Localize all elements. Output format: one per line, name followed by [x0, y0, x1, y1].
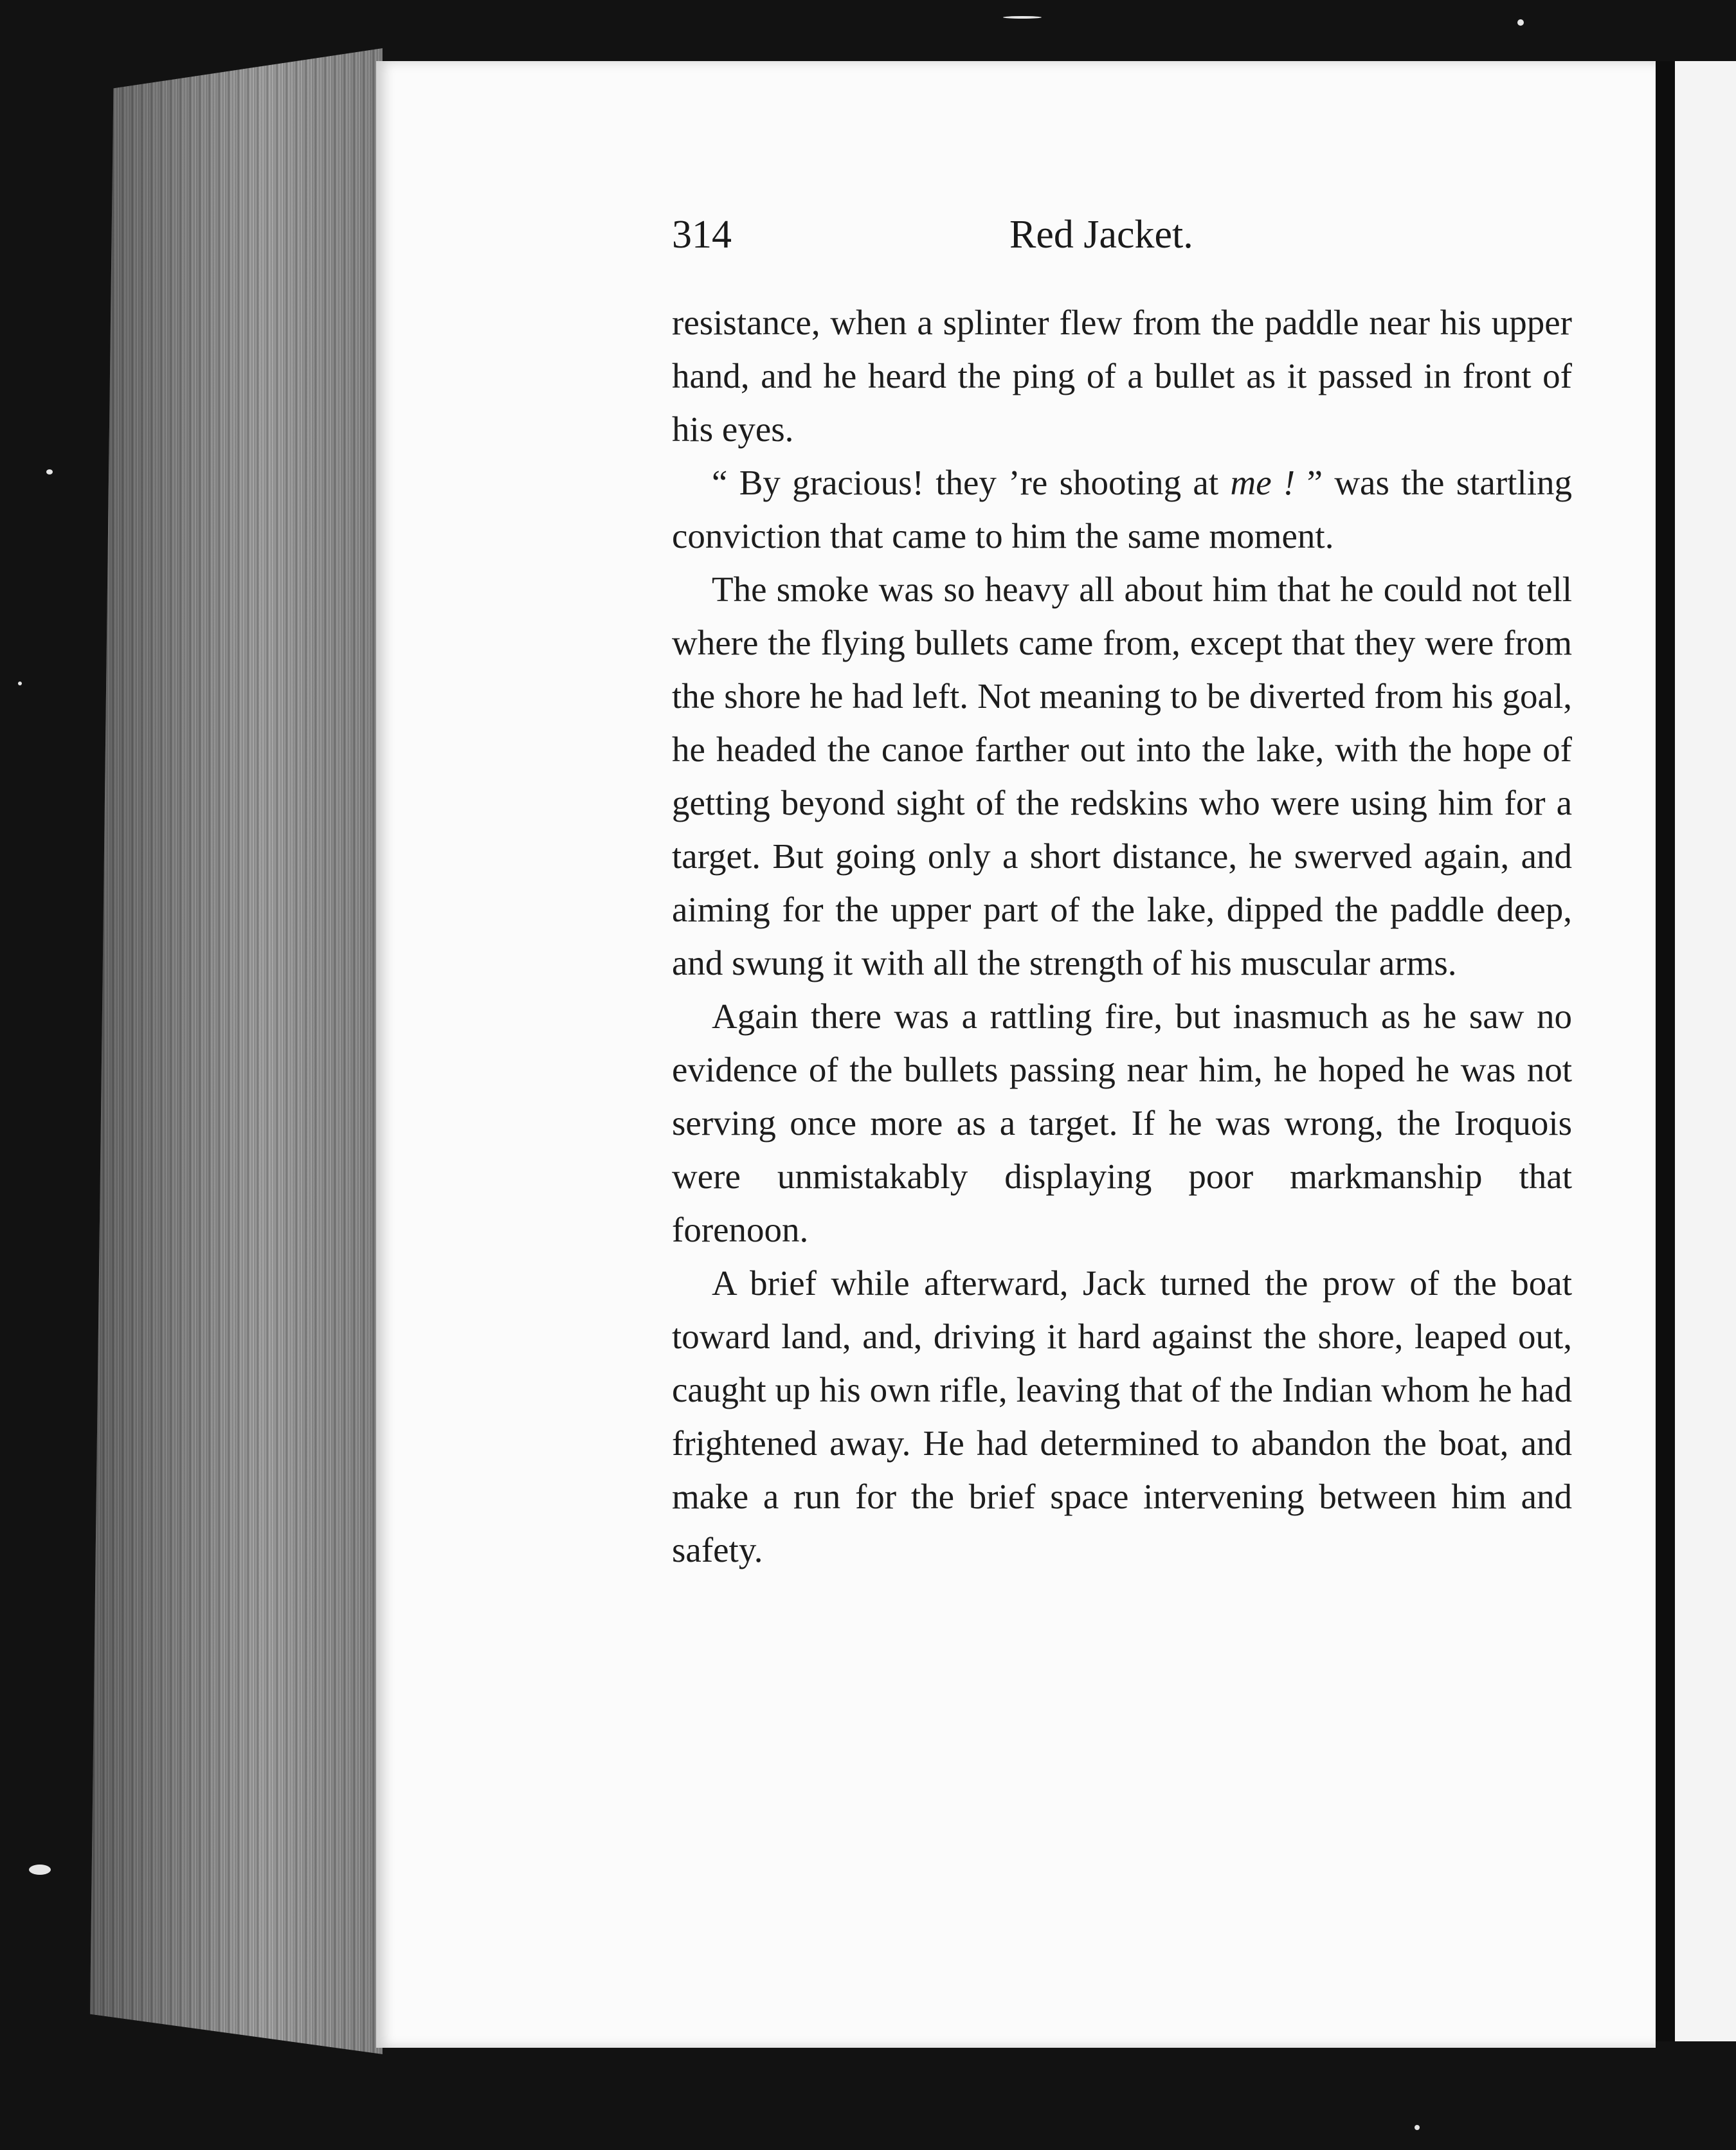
running-title: Red Jacket.: [1009, 213, 1193, 257]
book-gutter: [1656, 61, 1675, 2041]
paragraph-4-text: Again there was a rattling fire, but inasmuch as he saw no evidence of the bullets passing near him, he hoped he was not serving once more as a target. If he was wrong, the Iroquois were unmistakably displaying poor markmanship that forenoon.: [672, 997, 1572, 1249]
paragraph-3-text: The smoke was so heavy all about him that he could not tell where the flying bullets came from, except that they were from the shore he had left. Not meaning to be diverted from his goal, he headed the canoe farther out into the lake, with the hope of getting beyond sight of the redskins who were using him for a target. But going only a short distance, he swerved again, and aiming for the upper part of the lake, dipped the paddle deep, and swung it with all the strength of his muscular arms.: [672, 570, 1572, 982]
paragraph-5-text: A brief while afterward, Jack turned the prow of the boat toward land, and, driving it hard against the shore, leaped out, caught up his own rifle, leaving that of the Indian whom he had frightened away. He had determined to abandon the boat, and make a run for the brief space intervening between him and safety.: [672, 1263, 1572, 1569]
paragraph-4: [672, 989, 1572, 1256]
paragraph-5: [672, 1256, 1572, 1576]
paragraph-2: [672, 456, 1572, 563]
body-text: [672, 296, 1572, 1576]
paragraph-2-text-a: “ By gracious! they ’re shooting at: [712, 463, 1231, 502]
paragraph-1: [672, 296, 1572, 456]
page-header: [672, 212, 1572, 270]
paragraph-3: [672, 563, 1572, 989]
book-page-edges: [90, 48, 383, 2054]
paragraph-1-text: resistance, when a splinter flew from the paddle near his upper hand, and he heard the ping of a bullet as it passed in front of his eyes.: [672, 303, 1572, 449]
facing-page-edge: [1675, 61, 1736, 2041]
page-number: 314: [672, 213, 732, 257]
paragraph-2-emphasis: me !: [1230, 463, 1296, 502]
paragraph-2-text-b: ” was the startling conviction that came to him the same moment.: [672, 463, 1572, 556]
